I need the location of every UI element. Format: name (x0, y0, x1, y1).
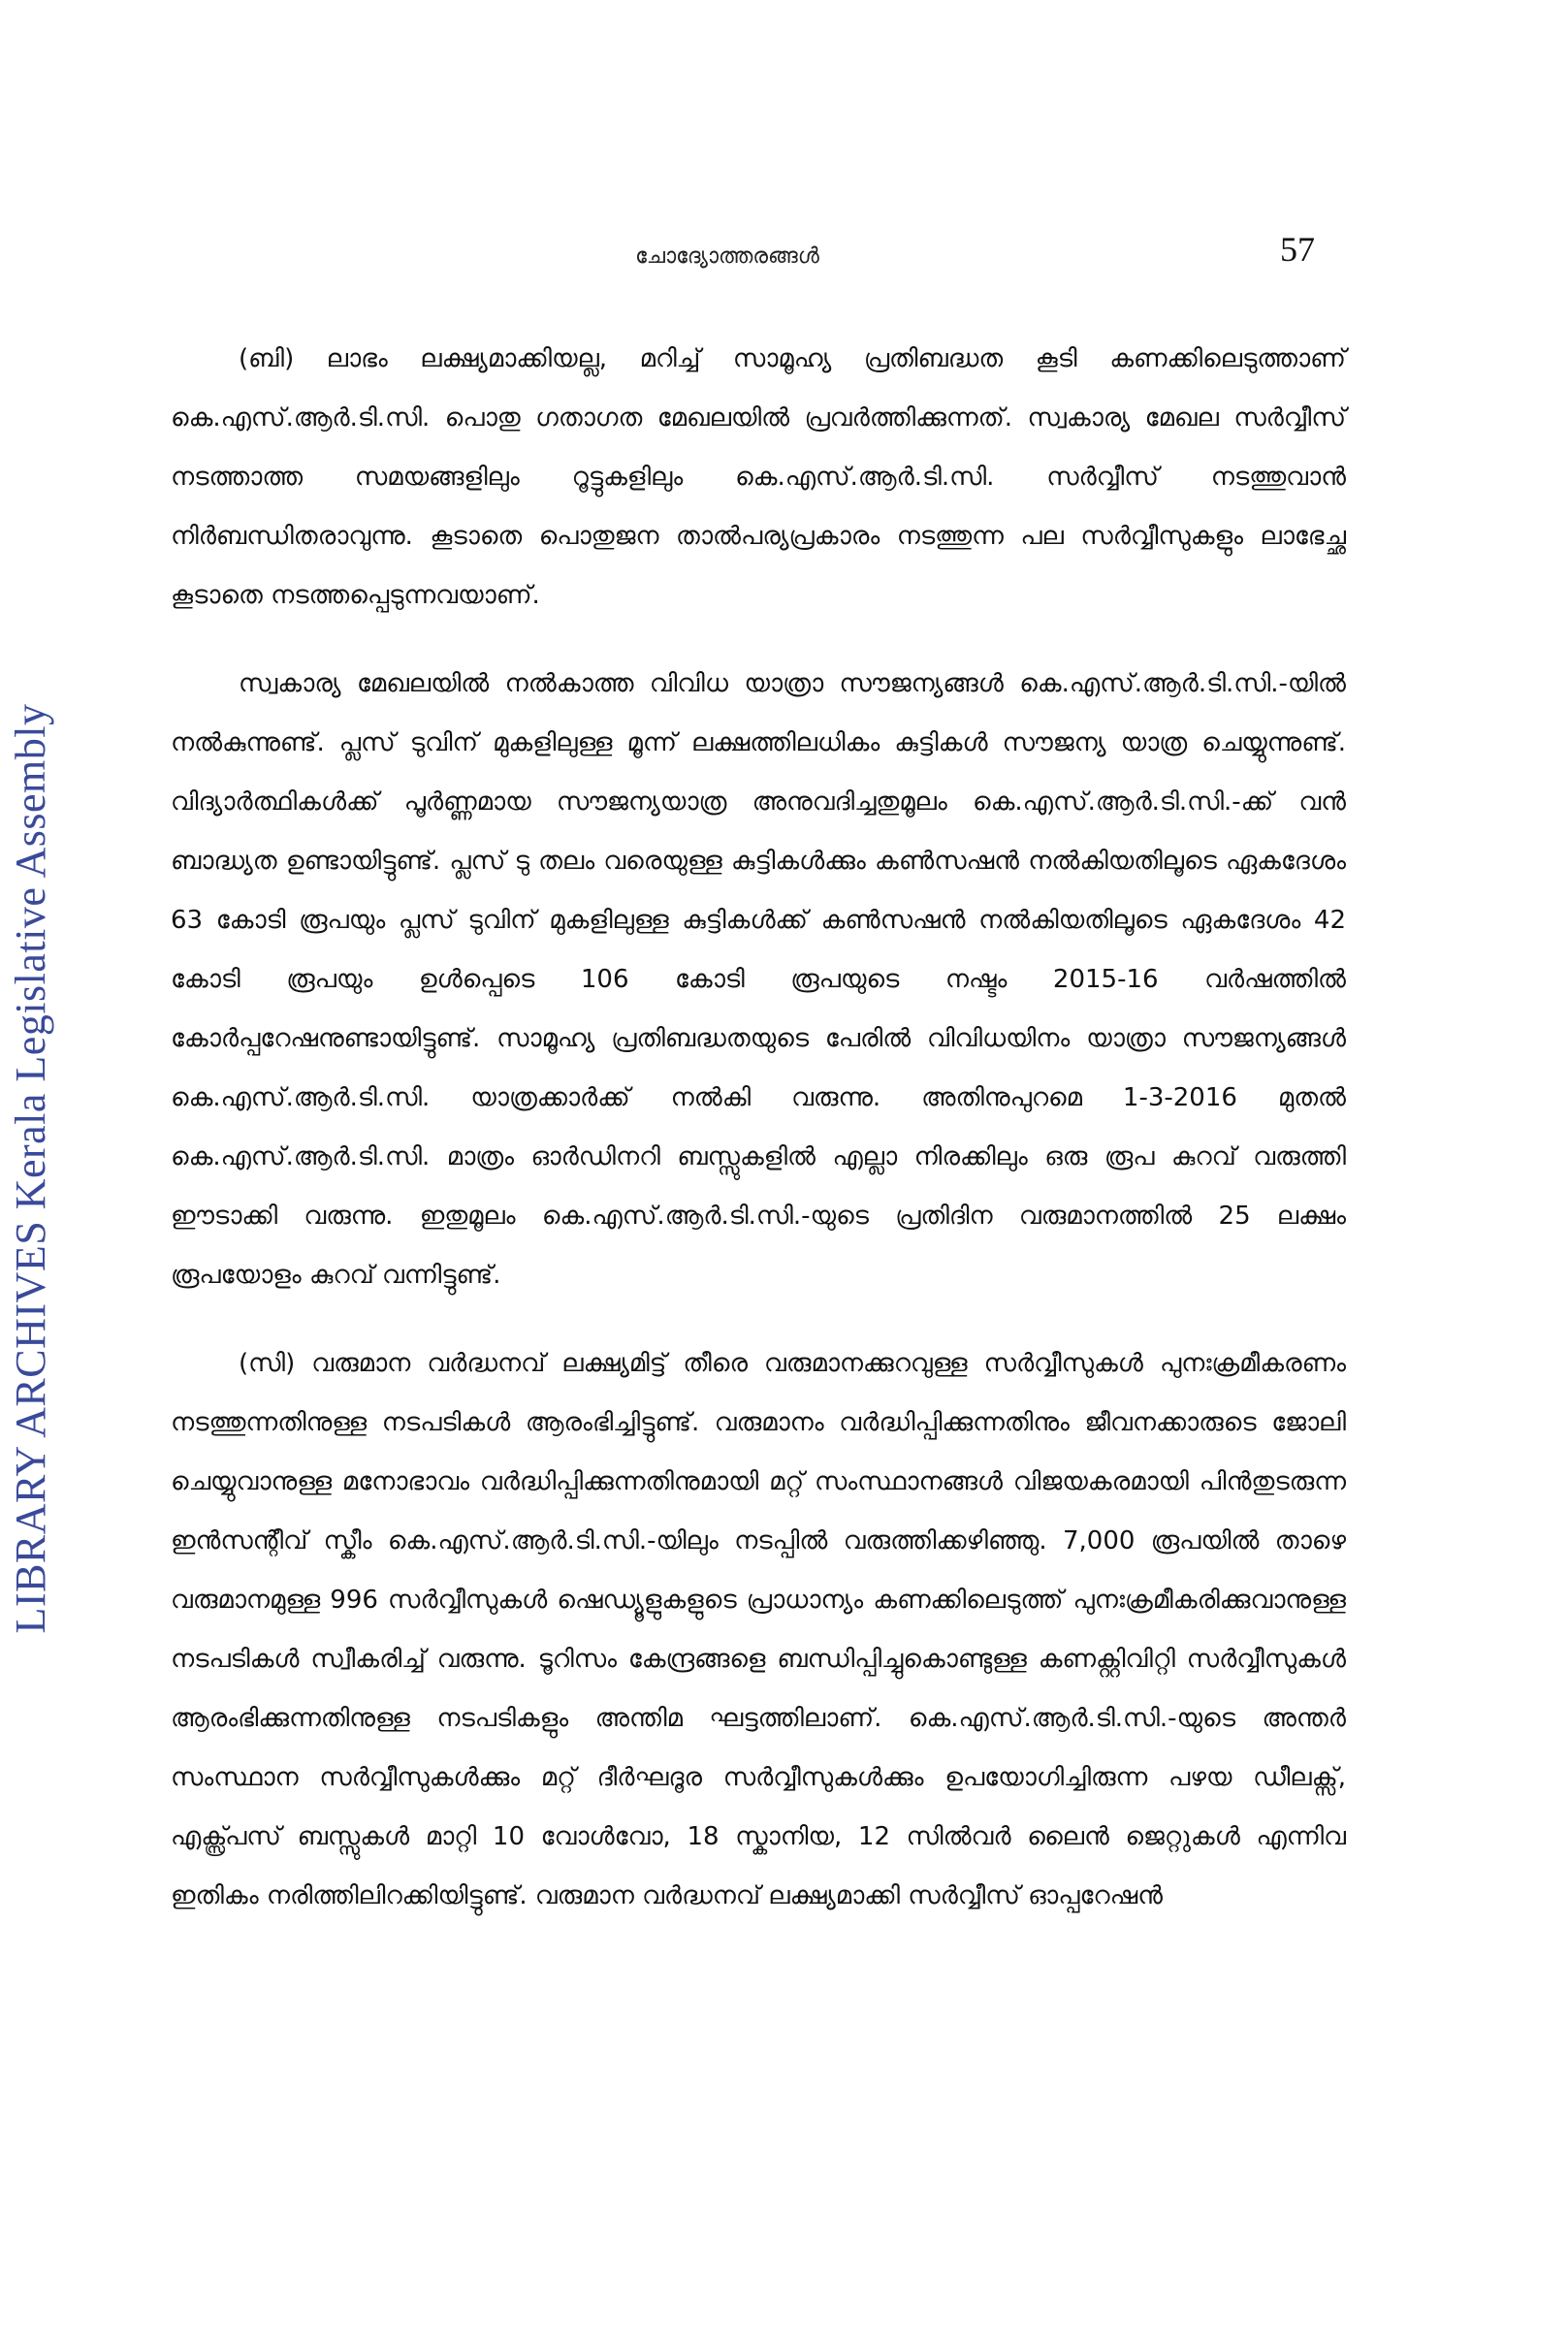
page-header (0, 225, 1568, 283)
paragraph-concessions: സ്വകാര്യ മേഖലയിൽ നൽകാത്ത വിവിധ യാത്രാ സൗജന്യങ്ങൾ കെ.എസ്.ആർ.ടി.സി.-യിൽ നൽകുന്നുണ്ട്. പ്ലസ് ടുവിന് മുകളിലുള്ള മൂന്ന് ലക്ഷത്തിലധികം കുട്ടികൾ സൗജന്യ യാത്ര ചെയ്യുന്നുണ്ട്. വിദ്യാർത്ഥികൾക്ക് പൂർണ്ണമായ സൗജന്യയാത്ര അനുവദിച്ചതുമൂലം കെ.എസ്.ആർ.ടി.സി.-ക്ക് വൻ ബാദ്ധ്യത ഉണ്ടായിട്ടുണ്ട്. പ്ലസ് ടു തലം വരെയുള്ള കുട്ടികൾക്കും കൺസഷൻ നൽകിയതിലൂടെ ഏകദേശം 63 കോടി രൂപയും പ്ലസ് ടുവിന് മുകളിലുള്ള കുട്ടികൾക്ക് കൺസഷൻ നൽകിയതിലൂടെ ഏകദേശം 42 കോടി രൂപയും ഉൾപ്പെടെ 106 കോടി രൂപയുടെ നഷ്ടം 2015-16 വർഷത്തിൽ കോർപ്പറേഷനുണ്ടായിട്ടുണ്ട്. സാമൂഹ്യ പ്രതിബദ്ധതയുടെ പേരിൽ വിവിധയിനം യാത്രാ സൗജന്യങ്ങൾ കെ.എസ്.ആർ.ടി.സി. യാത്രക്കാർക്ക് നൽകി വരുന്നു. അതിനുപുറമെ 1-3-2016 മുതൽ കെ.എസ്.ആർ.ടി.സി. മാത്രം ഓർഡിനറി ബസ്സുകളിൽ എല്ലാ നിരക്കിലും ഒരു രൂപ കുറവ് വരുത്തി ഈടാക്കി വരുന്നു. ഇതുമൂലം കെ.എസ്.ആർ.ടി.സി.-യുടെ പ്രതിദിന വരുമാനത്തിൽ 25 ലക്ഷം രൂപയോളം കുറവ് വന്നിട്ടുണ്ട്. (171, 669, 1346, 1290)
running-title: ചോദ്യോത്തരങ്ങൾ (635, 244, 819, 269)
paragraph-c: (സി) വരുമാന വർദ്ധനവ് ലക്ഷ്യമിട്ട് തീരെ വരുമാനക്കുറവുള്ള സർവ്വീസുകൾ പുനഃക്രമീകരണം നടത്തുന്നതിനുള്ള നടപടികൾ ആരംഭിച്ചിട്ടുണ്ട്. വരുമാനം വർദ്ധിപ്പിക്കുന്നതിനും ജീവനക്കാരുടെ ജോലി ചെയ്യുവാനുള്ള മനോഭാവം വർദ്ധിപ്പിക്കുന്നതിനുമായി മറ്റ് സംസ്ഥാനങ്ങൾ വിജയകരമായി പിൻതുടരുന്ന ഇൻസന്റീവ് സ്കീം കെ.എസ്.ആർ.ടി.സി.-യിലും നടപ്പിൽ വരുത്തിക്കഴിഞ്ഞു. 7,000 രൂപയിൽ താഴെ വരുമാനമുള്ള 996 സർവ്വീസുകൾ ഷെഡ്യൂളുകളുടെ പ്രാധാന്യം കണക്കിലെടുത്ത് പുനഃക്രമീകരിക്കുവാനുള്ള നടപടികൾ സ്വീകരിച്ച് വരുന്നു. ടൂറിസം കേന്ദ്രങ്ങളെ ബന്ധിപ്പിച്ചുകൊണ്ടുള്ള കണക്റ്റിവിറ്റി സർവ്വീസുകൾ ആരംഭിക്കുന്നതിനുള്ള നടപടികളും അന്തിമ ഘട്ടത്തിലാണ്. കെ.എസ്.ആർ.ടി.സി.-യുടെ അന്തർ സംസ്ഥാന സർവ്വീസുകൾക്കും മറ്റ് ദീർഘദൂര സർവ്വീസുകൾക്കും ഉപയോഗിച്ചിരുന്ന പഴയ ഡീലക്സ്, എക്സ്പ്രസ് ബസ്സുകൾ മാറ്റി 10 വോൾവോ, 18 സ്കാനിയ, 12 സിൽവർ ലൈൻ ജെറ്റുകൾ എന്നിവ ഇതികം നരിത്തിലിറക്കിയിട്ടുണ്ട്. വരുമാന വർദ്ധനവ് ലക്ഷ്യമാക്കി സർവ്വീസ് ഓപ്പറേഷൻ (171, 1349, 1346, 1910)
page-number: 57 (1280, 230, 1315, 269)
archive-watermark: LIBRARY ARCHIVES Kerala Legislative Assembly (7, 703, 54, 1634)
page-body (171, 330, 1346, 1926)
paragraph-b: (ബി) ലാഭം ലക്ഷ്യമാക്കിയല്ല, മറിച്ച് സാമൂഹ്യ പ്രതിബദ്ധത കൂടി കണക്കിലെടുത്താണ് കെ.എസ്.ആർ.ടി.സി. പൊതു ഗതാഗത മേഖലയിൽ പ്രവർത്തിക്കുന്നത്. സ്വകാര്യ മേഖല സർവ്വീസ് നടത്താത്ത സമയങ്ങളിലും റൂട്ടുകളിലും കെ.എസ്.ആർ.ടി.സി. സർവ്വീസ് നടത്തുവാൻ നിർബന്ധിതരാവുന്നു. കൂടാതെ പൊതുജന താൽപര്യപ്രകാരം നടത്തുന്ന പല സർവ്വീസുകളും ലാഭേച്ഛ കൂടാതെ നടത്തപ്പെടുന്നവയാണ്. (171, 344, 1346, 610)
